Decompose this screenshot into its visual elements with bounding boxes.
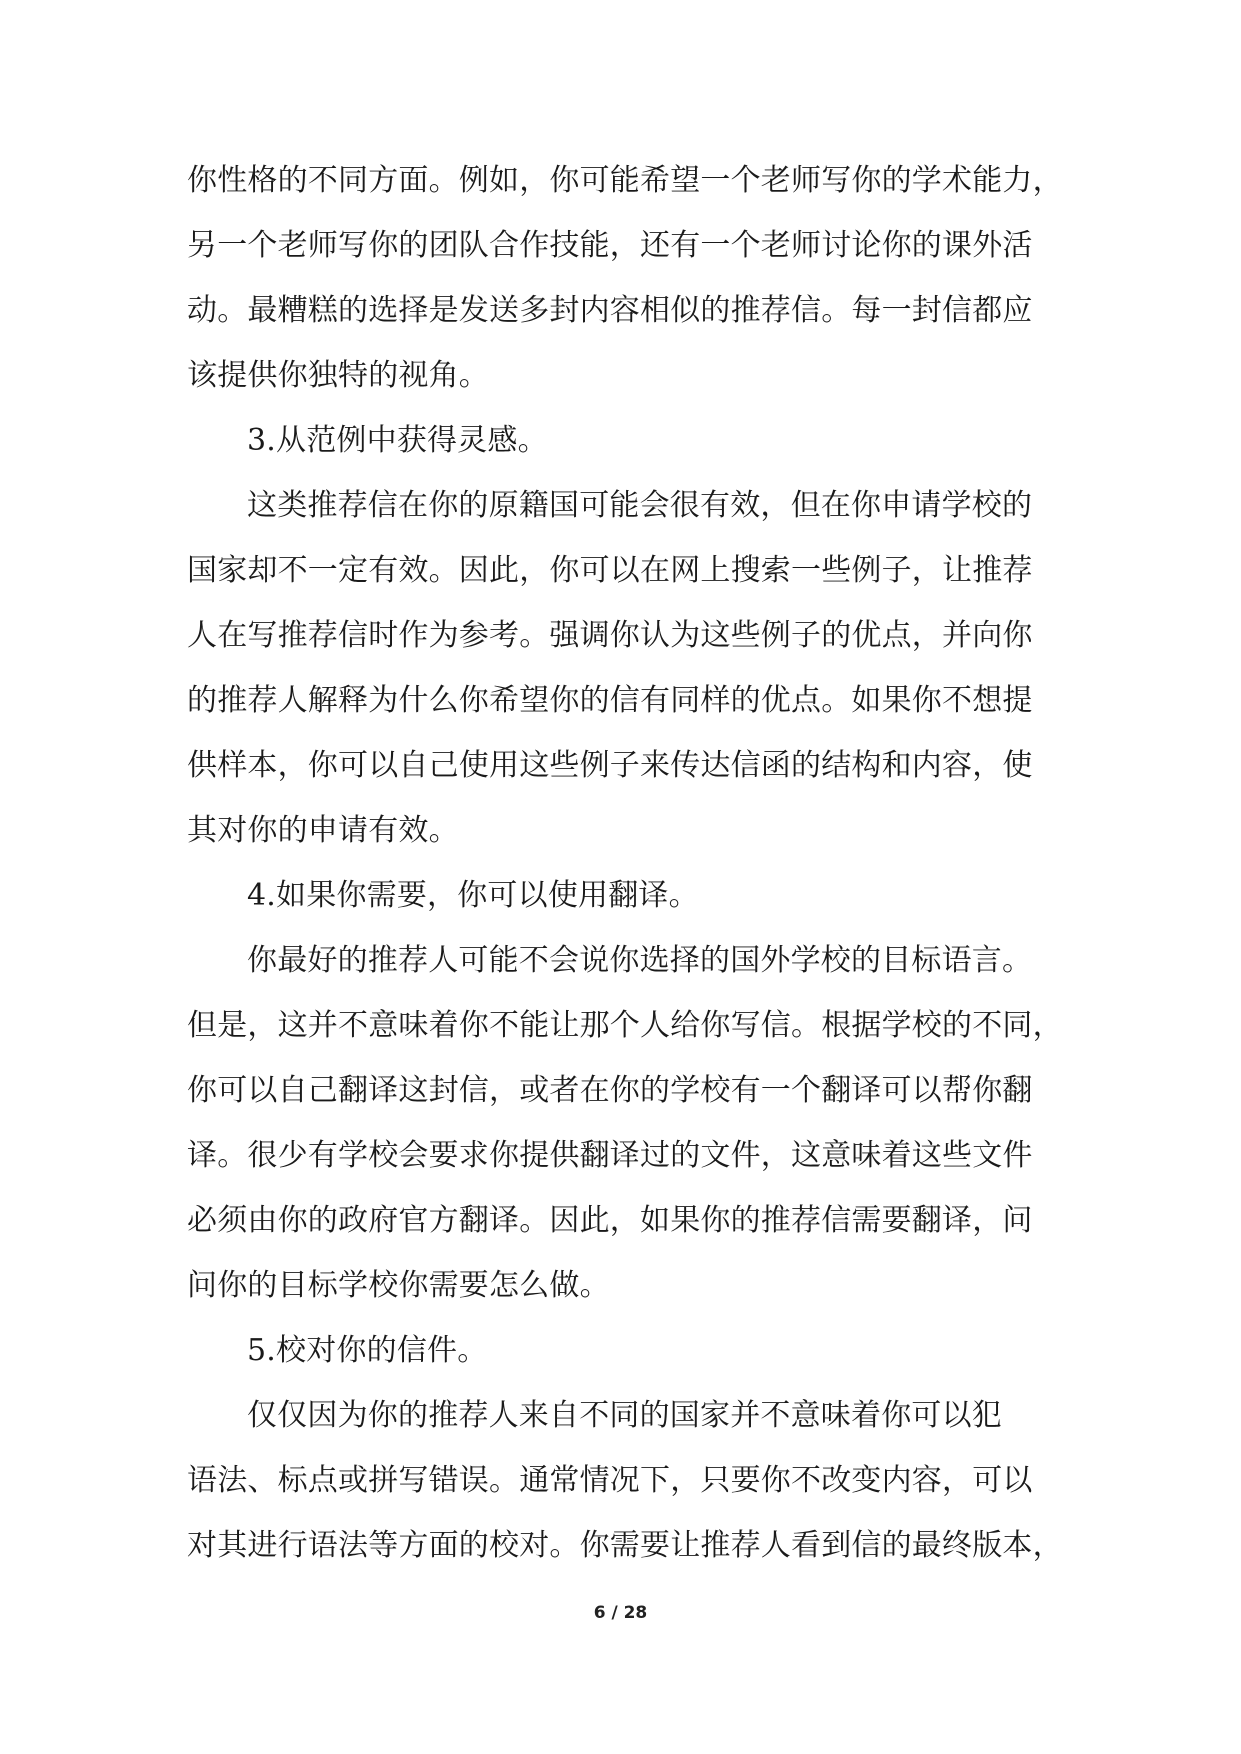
text-line: 该提供你独特的视角。 <box>187 358 489 393</box>
body-text <box>187 148 1063 1578</box>
text-line: 这类推荐信在你的原籍国可能会很有效，但在你申请学校的 <box>247 488 1033 523</box>
text-line: 但是，这并不意味着你不能让那个人给你写信。根据学校的不同， <box>187 1008 1063 1043</box>
text-line: 另一个老师写你的团队合作技能，还有一个老师讨论你的课外活 <box>187 228 1033 263</box>
text-line: 你性格的不同方面。例如，你可能希望一个老师写你的学术能力， <box>187 163 1063 198</box>
text-line: 问你的目标学校你需要怎么做。 <box>187 1268 610 1303</box>
page-number: 6 / 28 <box>593 1603 648 1623</box>
text-line: 国家却不一定有效。因此，你可以在网上搜索一些例子，让推荐 <box>187 553 1033 588</box>
text-line: 其对你的申请有效。 <box>187 813 459 848</box>
text-line: 你可以自己翻译这封信，或者在你的学校有一个翻译可以帮你翻 <box>187 1073 1033 1108</box>
text-line: 动。最糟糕的选择是发送多封内容相似的推荐信。每一封信都应 <box>187 293 1033 328</box>
text-line: 语法、标点或拼写错误。通常情况下，只要你不改变内容，可以 <box>187 1463 1033 1498</box>
section-heading: 5.校对你的信件。 <box>247 1333 488 1368</box>
text-line: 你最好的推荐人可能不会说你选择的国外学校的目标语言。 <box>247 943 1033 978</box>
text-line: 必须由你的政府官方翻译。因此，如果你的推荐信需要翻译，问 <box>187 1203 1033 1238</box>
section-heading: 4.如果你需要，你可以使用翻译。 <box>247 878 699 913</box>
text-line: 人在写推荐信时作为参考。强调你认为这些例子的优点，并向你 <box>187 618 1033 653</box>
text-line: 译。很少有学校会要求你提供翻译过的文件，这意味着这些文件 <box>187 1138 1033 1173</box>
section-heading: 3.从范例中获得灵感。 <box>247 423 548 458</box>
text-line: 仅仅因为你的推荐人来自不同的国家并不意味着你可以犯 <box>247 1398 1002 1433</box>
text-line: 对其进行语法等方面的校对。你需要让推荐人看到信的最终版本， <box>187 1528 1063 1563</box>
text-line: 的推荐人解释为什么你希望你的信有同样的优点。如果你不想提 <box>187 683 1033 718</box>
text-line: 供样本，你可以自己使用这些例子来传达信函的结构和内容，使 <box>187 748 1033 783</box>
